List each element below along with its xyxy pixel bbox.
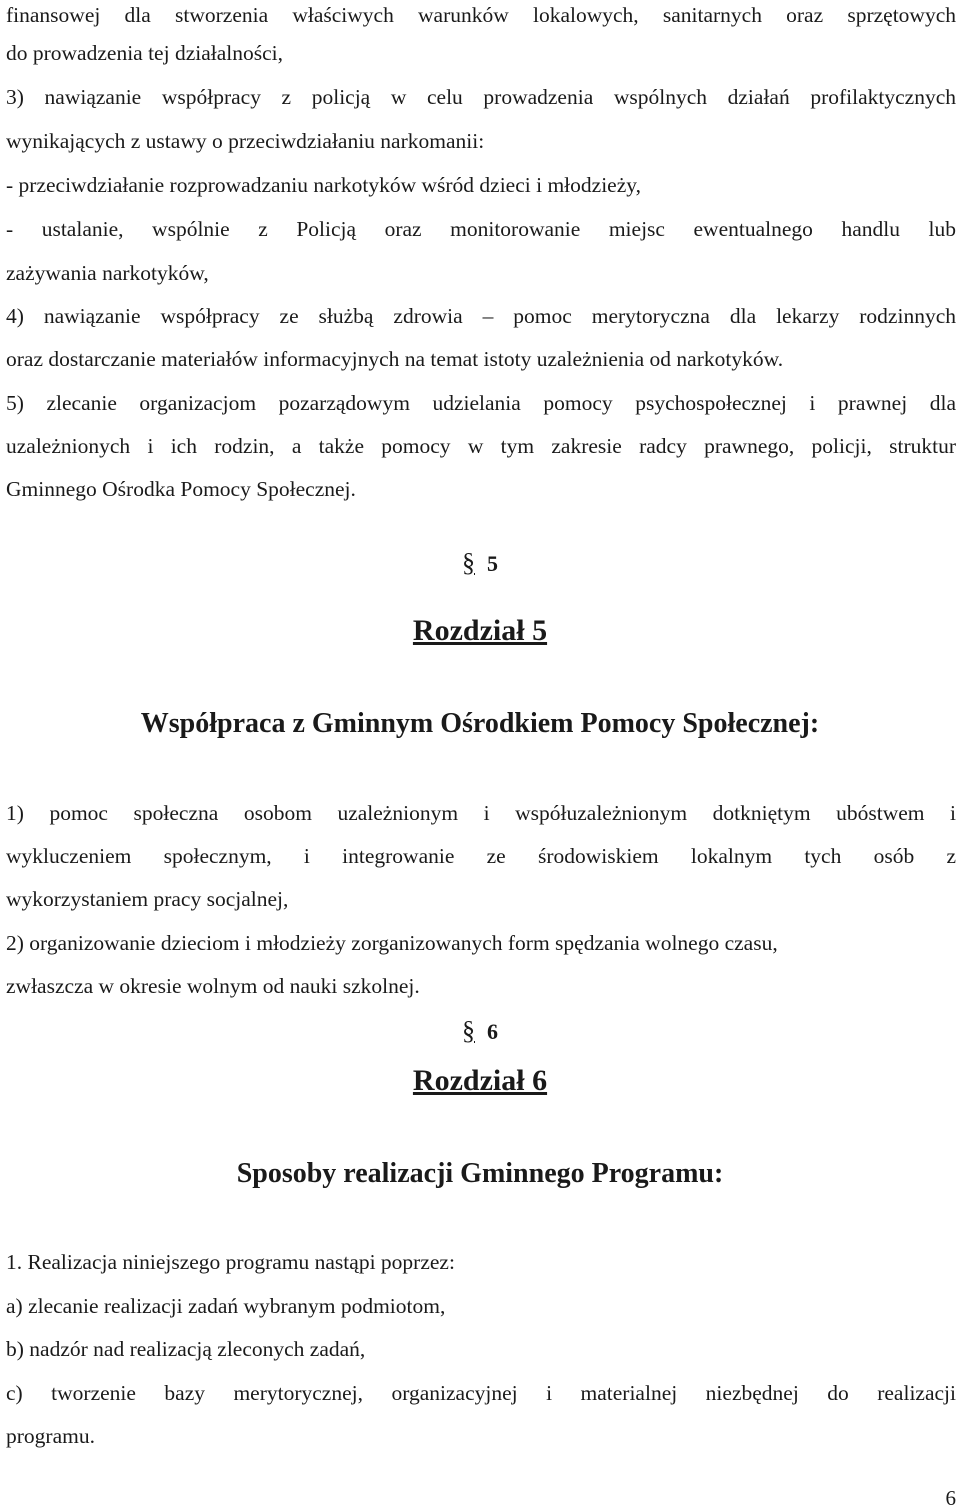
text-line: 3) nawiązanie współpracy z policją w celu prowadzenia wspólnych działań profilaktycznych <box>6 85 956 109</box>
paragraph-sign-5 <box>0 548 960 579</box>
text-line: programu. <box>6 1424 95 1448</box>
section-title-6: Sposoby realizacji Gminnego Programu: <box>236 1158 724 1189</box>
text-line: wykluczeniem społecznym, i integrowanie ze środowiskiem lokalnym tych osób z <box>6 844 956 868</box>
text-line: - ustalanie, wspólnie z Policją oraz monitorowanie miejsc ewentualnego handlu lub <box>6 217 956 241</box>
text-line: a) zlecanie realizacji zadań wybranym podmiotom, <box>6 1294 446 1318</box>
text-line: uzależnionych i ich rodzin, a także pomocy w tym zakresie radcy prawnego, policji, struktur <box>6 434 956 458</box>
paragraph-number: 6 <box>487 1019 498 1044</box>
text-line: zwłaszcza w okresie wolnym od nauki szkolnej. <box>6 974 420 998</box>
chapter-heading-6: Rozdział 6 <box>412 1064 548 1097</box>
page-number: 6 <box>945 1486 956 1510</box>
text-line: Gminnego Ośrodka Pomocy Społecznej. <box>6 477 356 501</box>
text-line: zażywania narkotyków, <box>6 261 209 285</box>
chapter-heading-5: Rozdział 5 <box>412 614 548 647</box>
section-sign: § <box>462 548 475 577</box>
section-title-5: Współpraca z Gminnym Ośrodkiem Pomocy Społecznej: <box>140 708 820 739</box>
text-line: 1. Realizacja niniejszego programu nastąpi poprzez: <box>6 1250 455 1274</box>
text-line: c) tworzenie bazy merytorycznej, organizacyjnej i materialnej niezbędnej do realizacji <box>6 1381 956 1405</box>
text-line: 2) organizowanie dzieciom i młodzieży zorganizowanych form spędzania wolnego czasu, <box>6 931 778 955</box>
text-line: do prowadzenia tej działalności, <box>6 41 284 65</box>
section-sign: § <box>462 1016 475 1045</box>
text-line: 5) zlecanie organizacjom pozarządowym udzielania pomocy psychospołecznej i prawnej dla <box>6 391 956 415</box>
text-line: wynikających z ustawy o przeciwdziałaniu narkomanii: <box>6 129 485 153</box>
text-line: 1) pomoc społeczna osobom uzależnionym i współuzależnionym dotkniętym ubóstwem i <box>6 801 956 825</box>
text-line: - przeciwdziałanie rozprowadzaniu narkotyków wśród dzieci i młodzieży, <box>6 173 641 197</box>
paragraph-sign-6 <box>0 1016 960 1047</box>
text-line: 4) nawiązanie współpracy ze służbą zdrowia – pomoc merytoryczna dla lekarzy rodzinnych <box>6 304 956 328</box>
paragraph-number: 5 <box>487 551 498 576</box>
text-line: b) nadzór nad realizacją zleconych zadań, <box>6 1337 366 1361</box>
text-line: oraz dostarczanie materiałów informacyjnych na temat istoty uzależnienia od narkotyków. <box>6 347 784 371</box>
text-line: finansowej dla stworzenia właściwych warunków lokalowych, sanitarnych oraz sprzętowych <box>6 3 956 27</box>
text-line: wykorzystaniem pracy socjalnej, <box>6 887 289 911</box>
